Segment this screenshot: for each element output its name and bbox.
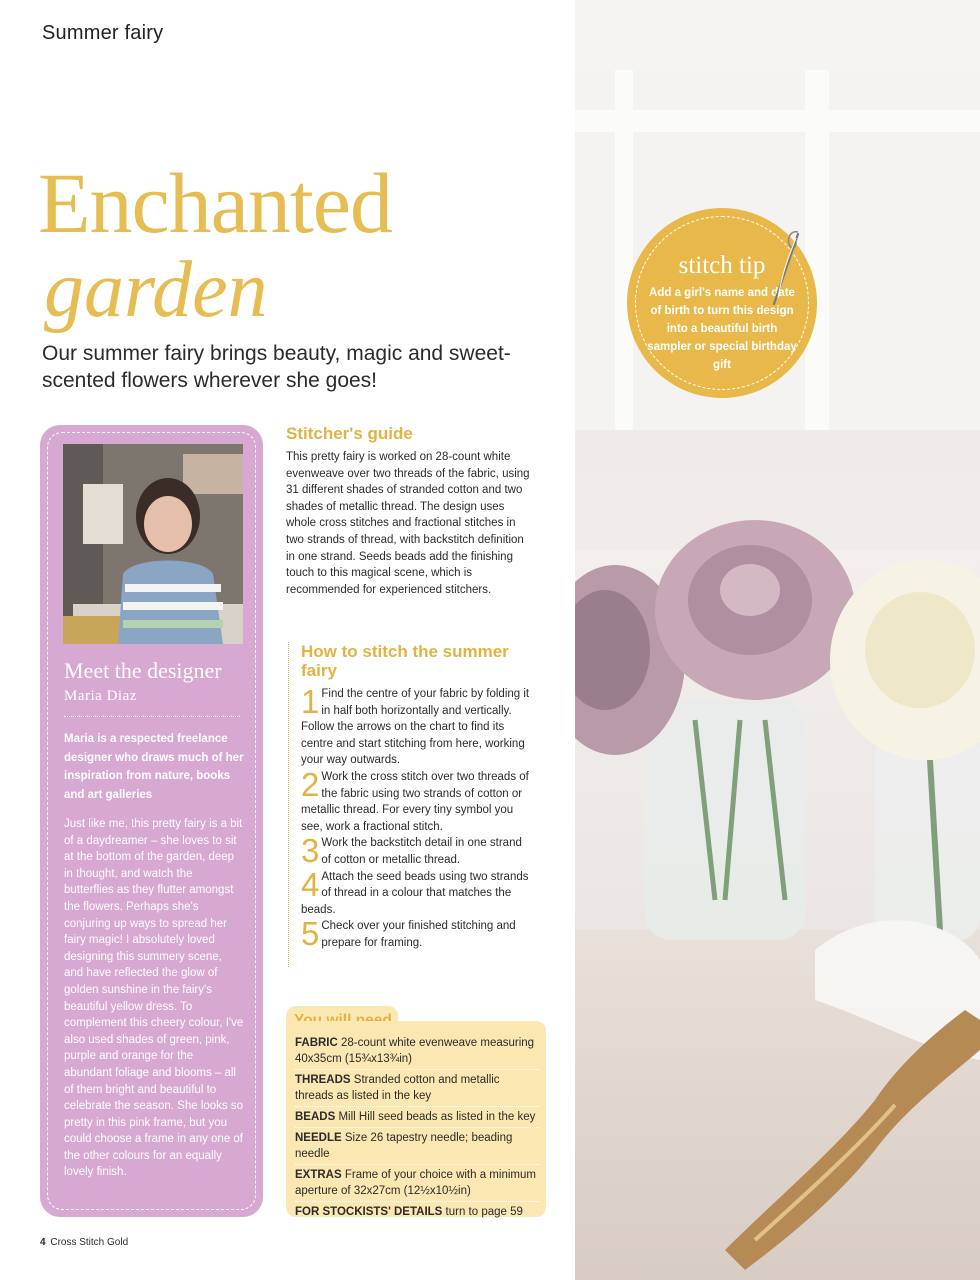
page-title-line-1: Enchanted: [38, 155, 392, 251]
step-text: Attach the seed beads using two strands of thread in a colour that matches the beads.: [301, 870, 529, 916]
need-item: [295, 1166, 539, 1202]
stitch-tip-title: stitch tip: [678, 252, 766, 279]
how-to-section: [288, 642, 533, 967]
flowers-image: [575, 0, 980, 1280]
need-item: [295, 1034, 539, 1070]
step-number: 2: [301, 765, 320, 803]
need-item-text: Size 26 tapestry needle; beading needle: [295, 1132, 513, 1160]
guide-heading: Stitcher's guide: [286, 424, 413, 443]
step-number: 5: [301, 915, 320, 953]
need-item-label: FABRIC: [295, 1037, 338, 1049]
stitch-tip-body: Add a girl's name and date of birth to turn this design into a beautiful birth sampler or special birthday gift: [647, 287, 797, 371]
meet-designer-heading: Meet the designer: [64, 658, 222, 683]
page-footer: [40, 1237, 128, 1248]
need-item: [295, 1129, 539, 1165]
need-list: [295, 1034, 539, 1223]
need-item-text: turn to page 59: [445, 1206, 523, 1218]
step-number: 4: [301, 865, 320, 903]
step-text: Work the backstitch detail in one strand of cotton or metallic thread.: [321, 837, 522, 866]
designer-photo-image: [63, 444, 243, 644]
step-item: [301, 765, 531, 835]
section-label: Summer fairy: [42, 22, 164, 44]
step-text: Check over your finished stitching and prepare for framing.: [321, 920, 516, 949]
step-item: [301, 832, 531, 870]
step-item: [301, 865, 531, 919]
guide-body: This pretty fairy is worked on 28-count white evenweave over two threads of the fabric, using 31 different shades of stranded cotton and two shades of metallic thread. The design uses whole cross stitches and fractional stitches in two strands of thread, with backstitch definition in one strand. Seeds beads add the finishing touch to this magical scene, which is recommended for experienced stitchers.: [286, 451, 530, 596]
designer-intro: Maria is a respected freelance designer who draws much of her inspiration from nature, books and art galleries: [64, 733, 244, 801]
page-number: 4: [40, 1237, 46, 1248]
need-item-label: THREADS: [295, 1074, 351, 1086]
needle-icon: [768, 228, 808, 308]
designer-body: Just like me, this pretty fairy is a bit of a daydreamer – she loves to sit at the bottom of the garden, deep in thought, and watch the butterflies as they flutter amongst the flowers. Perhaps she's conjuring up ways to spread her fairy magic! I absolutely loved designing this summery scene, and have reflected the glow of golden sunshine in the fairy's beautiful yellow dress. To complement this cheery colour, I've also used shades of green, pink, purple and orange for the abundant foliage and blooms – all of them bright and beautiful to celebrate the season. She looks so pretty in this pink frame, but you could choose a frame in any one of the other colours for an equally lovely finish.: [64, 818, 244, 1179]
step-number: 1: [301, 683, 320, 720]
flower-photo: [575, 0, 980, 1280]
page-title-line-2: garden: [44, 246, 268, 334]
how-to-heading: How to stitch the summer fairy: [301, 642, 509, 680]
designer-divider: [64, 716, 240, 717]
need-panel: [286, 1021, 546, 1217]
need-item: [295, 1108, 539, 1128]
step-text: Find the centre of your fabric by folding it in half both horizontally and vertically. Follow the arrows on the chart to find its centre and start stitching from here, working your way outwards.: [301, 688, 530, 767]
need-item: [295, 1071, 539, 1107]
designer-portrait: [63, 444, 243, 644]
need-item-label: EXTRAS: [295, 1169, 342, 1181]
need-item-text: 28-count white evenweave measuring 40x35cm (15¾x13¾in): [295, 1037, 535, 1065]
designer-name: Maria Diaz: [64, 688, 137, 704]
designer-panel: [40, 425, 263, 1217]
need-item-label: NEEDLE: [295, 1132, 342, 1144]
step-item: [301, 915, 531, 953]
need-item: [295, 1203, 539, 1222]
steps-list: [301, 683, 531, 953]
need-item-label: BEADS: [295, 1111, 336, 1123]
need-item-text: Stranded cotton and metallic threads as listed in the key: [295, 1074, 500, 1102]
step-number: 3: [301, 832, 320, 870]
magazine-name: Cross Stitch Gold: [50, 1237, 129, 1248]
standfirst: Our summer fairy brings beauty, magic and sweet-scented flowers wherever she goes!: [42, 342, 511, 392]
need-item-text: Mill Hill seed beads as listed in the key: [338, 1111, 536, 1123]
step-text: Work the cross stitch over two threads of the fabric using two strands of cotton or metallic thread. For every tiny symbol you see, work a fractional stitch.: [301, 770, 529, 833]
step-item: [301, 683, 531, 769]
need-item-text: Frame of your choice with a minimum aperture of 32x27cm (12½x10½in): [295, 1169, 536, 1197]
need-item-label: FOR STOCKISTS' DETAILS: [295, 1206, 443, 1218]
